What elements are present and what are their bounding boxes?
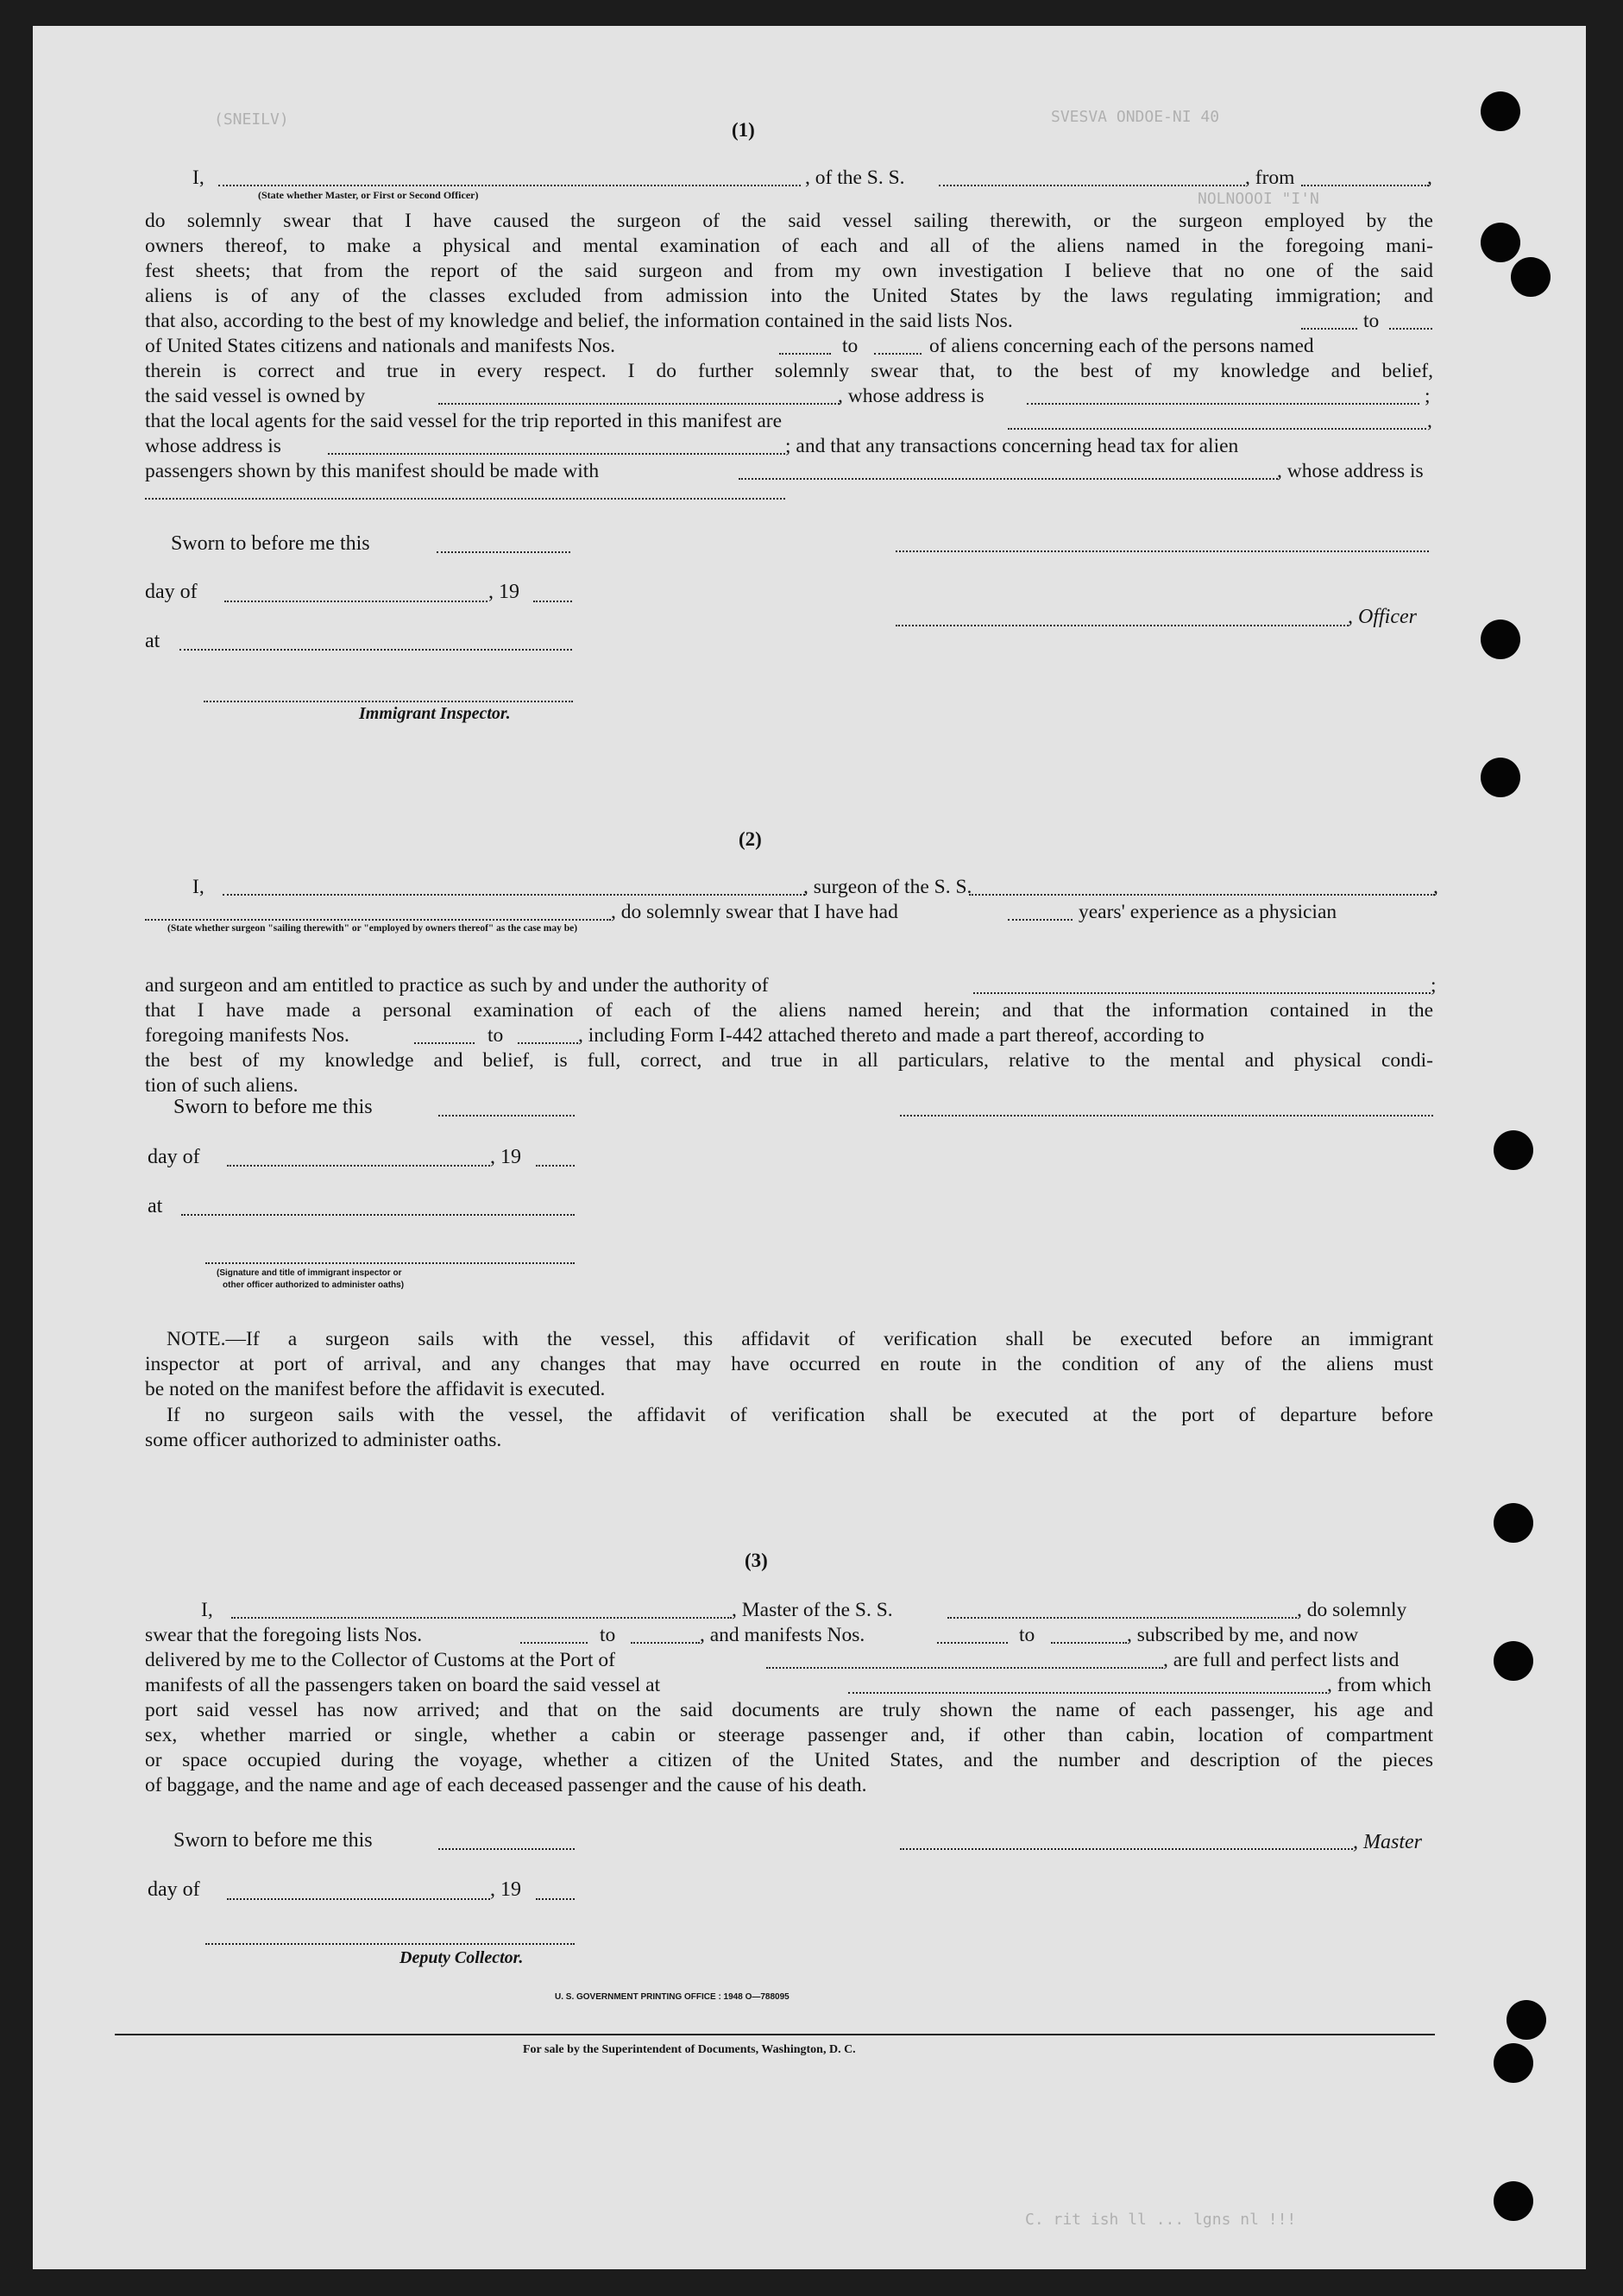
punch-hole bbox=[1494, 2043, 1533, 2083]
section-number: (1) bbox=[732, 119, 755, 141]
agents-line: that the local agents for the said vessel for the trip reported in this manifest are , bbox=[145, 410, 1432, 432]
day-of-label: day of bbox=[148, 1146, 200, 1168]
paragraph-line: tion of such aliens. bbox=[145, 1074, 299, 1097]
note-line: be noted on the manifest before the affidavit is executed. bbox=[145, 1378, 606, 1400]
officer-caption: (State whether Master, or First or Second Officer) bbox=[258, 189, 479, 201]
paragraph-line: do solemnly swear that I have caused the surgeon of the said vessel sailing therewith, or the surgeon employed by the bbox=[145, 210, 1433, 232]
at-field[interactable] bbox=[181, 1214, 575, 1216]
sworn-date-field[interactable] bbox=[438, 1115, 575, 1117]
section-number: (3) bbox=[745, 1550, 768, 1571]
deputy-signature-field[interactable] bbox=[205, 1943, 575, 1945]
paragraph-line: owners thereof, to make a physical and mental examination of each and all of the aliens named in the foregoing mani- bbox=[145, 235, 1433, 257]
bleed-through-text: C. rit ish ll ... lgns nl !!! bbox=[1025, 2211, 1297, 2229]
year-label: , 19 bbox=[490, 1878, 521, 1901]
sworn-label: Sworn to before me this bbox=[173, 1096, 373, 1118]
paragraph-line: or space occupied during the voyage, whether a citizen of the United States, and the number and description of the pieces bbox=[145, 1749, 1433, 1771]
punch-hole bbox=[1494, 1641, 1533, 1681]
at-label: at bbox=[148, 1195, 163, 1217]
lists-nos-line: that also, according to the best of my knowledge and belief, the information contained in the said lists Nos. to bbox=[145, 309, 1433, 334]
manifests-nos-line: foregoing manifests Nos. to , including Form I-442 attached thereto and made a part thereof, according to bbox=[145, 1024, 1205, 1047]
note-line: If no surgeon sails with the vessel, the affidavit of verification shall be executed at the port of departure before bbox=[167, 1404, 1433, 1426]
year-field[interactable] bbox=[536, 1165, 575, 1167]
note-line: NOTE.—If a surgeon sails with the vessel, this affidavit of verification shall be executed before an immigrant bbox=[167, 1328, 1433, 1350]
paragraph-line: sex, whether married or single, whether a cabin or steerage passenger and, if other than cabin, location of compartment bbox=[145, 1724, 1433, 1746]
signature-line[interactable] bbox=[896, 550, 1429, 552]
bleed-through-text: (SNEILV) bbox=[214, 110, 289, 129]
year-field[interactable] bbox=[533, 601, 572, 602]
paragraph-line: that I have made a personal examination of each of the aliens named herein; and that the information contained in the bbox=[145, 999, 1433, 1022]
form-page: (SNEILV) SVESVA ONDOE-NI 40 NOLNOOOI "I'N (1) I, , of the S. S. , from , (State whether Master, or First or Second Officer) do solemnly swear that I have caused the surgeon of the said vessel sailing therewith, or the surgeon employed by the owners thereof, to make a physical and mental examination of each and all of the aliens named in the foregoing mani- fest sheets; that from the report of the said surgeon and from my own investigation I believe that no one of the said aliens is of any of the classes excluded from admission into the United States by the laws regulating immigration; and that also, according to the best of my knowledge and belief, the information contained in the said lists Nos. to of United States citizens and nationals and manifests Nos. to of aliens concerning each of the persons named therein is correct and true in every respect. I do further solemnly swear that, to the best of my knowledge and belief, the said vessel is owned by , whose address is ; that the local agents for the said vessel for the trip reported in this manifest are , whose address is ; and that any transactions concerning head tax for alien passengers shown by this manifest should be made with , whose address is Sworn to before me this day of , 19 , Officer at Immigrant Inspector. (2) I, , surgeon of the S. S. , , do solemnly swear that I have had years' experience as a physician (State whether surgeon "sailing therewith" or "employed by owners thereof" as the case may be) and surgeon and am entitled to practice as such by and under the authority of ; that I have made a personal examination of each of the aliens named herein; and that the information contained in the foregoing manifests Nos. to , including Form I-442 attached thereto and made a part thereof, according to the best of my knowledge and belief, is full, correct, and true in all particulars, relative to the mental and physical condi- tion of such aliens. Sworn to before me this day of , 19 at (Signature and title of immigrant inspector or other officer authorized to administer oaths) NOTE.—If a surgeon sails with the vessel, this affidavit of verification shall be executed before an immigrant inspector at port of arrival, and any changes that may have occurred en route in the condition of any of the aliens must be noted on the manifest before the affidavit is executed. If no surgeon sails with the vessel, the affidavit of verification shall be executed at the port of departure before some officer authorized to administer oaths. (3) I, , Master of the S. S. , do solemnly swear that the foregoing lists Nos. to , and manifests Nos. to , subscribed by me, and now delivered by me to the Collector of Customs at the Port of , are full and perfect lists and manifests of all the passengers taken on board the said vessel at , from which port said vessel has now arrived; and that on the said documents are truly shown the name of each passenger, his age and sex, whether married or single, whether a cabin or steerage passenger and, if other than cabin, location of compartment or space occupied during the voyage, whether a citizen of the United States, and the number and description of the pieces of baggage, and the name and age of each deceased passenger and the cause of his death. Sworn to before me this , Master day of , 19 Deputy Collector. U. S. GOVERNMENT PRINTING OFFICE : 1948 O—788095 For sale by the Superintendent of Documents, Washington, D. C. C. rit ish ll ... lgns nl !!! bbox=[33, 26, 1586, 2269]
paragraph-line: aliens is of any of the classes excluded from admission into the United States by the laws regulating immigration; and bbox=[145, 285, 1433, 307]
day-of-label: day of bbox=[145, 581, 198, 603]
note-line: some officer authorized to administer oaths. bbox=[145, 1429, 502, 1451]
collector-port-line: delivered by me to the Collector of Customs at the Port of , are full and perfect lists and bbox=[145, 1649, 1400, 1671]
paragraph-line: fest sheets; that from the report of the said surgeon and from my own investigation I believe that no one of the said bbox=[145, 260, 1433, 282]
inspector-signature-field[interactable] bbox=[204, 701, 573, 702]
punch-hole bbox=[1507, 2000, 1546, 2040]
punch-hole bbox=[1481, 758, 1520, 797]
head-tax-line: passengers shown by this manifest should be made with , whose address is bbox=[145, 460, 1424, 482]
paragraph-line: of baggage, and the name and age of each deceased passenger and the cause of his death. bbox=[145, 1774, 867, 1796]
citizens-line: of United States citizens and nationals and manifests Nos. to of aliens concerning each of the persons named bbox=[145, 335, 1314, 357]
year-field[interactable] bbox=[536, 1898, 575, 1900]
inspector-label: Immigrant Inspector. bbox=[359, 704, 511, 723]
footer-rule bbox=[115, 2034, 1435, 2035]
sworn-label: Sworn to before me this bbox=[173, 1829, 373, 1852]
surgeon-caption: (State whether surgeon "sailing therewith" or "employed by owners thereof" as the case may be) bbox=[167, 923, 578, 934]
year-label: , 19 bbox=[490, 1146, 521, 1168]
bleed-through-text: SVESVA ONDOE-NI 40 bbox=[1051, 108, 1220, 126]
master-label: , Master bbox=[1353, 1831, 1422, 1853]
sworn-date-field[interactable] bbox=[437, 551, 570, 553]
bleed-through-text: NOLNOOOI "I'N bbox=[1198, 190, 1319, 208]
day-of-label: day of bbox=[148, 1878, 200, 1901]
paragraph-line: therein is correct and true in every respect. I do further solemnly swear that, to the best of my knowledge and belief, bbox=[145, 360, 1433, 382]
section-number: (2) bbox=[739, 828, 762, 850]
punch-hole bbox=[1481, 620, 1520, 659]
punch-hole bbox=[1511, 257, 1551, 297]
punch-hole bbox=[1494, 1503, 1533, 1543]
blank-line bbox=[145, 498, 785, 500]
authority-line: and surgeon and am entitled to practice as such by and under the authority of ; bbox=[145, 974, 1437, 997]
signature-line[interactable] bbox=[900, 1115, 1433, 1117]
gpo-imprint: U. S. GOVERNMENT PRINTING OFFICE : 1948 O—788095 bbox=[555, 1992, 789, 2002]
paragraph-line: the best of my knowledge and belief, is full, correct, and true in all particulars, relative to the mental and physical condi- bbox=[145, 1049, 1433, 1072]
punch-hole bbox=[1494, 1130, 1533, 1170]
year-label: , 19 bbox=[488, 581, 519, 603]
punch-hole bbox=[1481, 91, 1520, 131]
at-field[interactable] bbox=[179, 649, 572, 651]
master-signature-field[interactable] bbox=[900, 1848, 1353, 1850]
lists-manifests-line: swear that the foregoing lists Nos. to , and manifests Nos. to , subscribed by me, and now bbox=[145, 1624, 1359, 1646]
paragraph-line: port said vessel has now arrived; and that on the said documents are truly shown the name of each passenger, his age and bbox=[145, 1699, 1433, 1721]
officer-label: , Officer bbox=[1348, 606, 1417, 628]
taken-on-board-line: manifests of all the passengers taken on board the said vessel at , from which bbox=[145, 1674, 1431, 1696]
day-of-field[interactable] bbox=[227, 1898, 490, 1900]
at-label: at bbox=[145, 630, 160, 652]
punch-hole bbox=[1481, 223, 1520, 262]
day-of-field[interactable] bbox=[227, 1165, 490, 1167]
officer-signature-field[interactable] bbox=[896, 625, 1349, 626]
note-line: inspector at port of arrival, and any changes that may have occurred en route in the condition of any of the aliens must bbox=[145, 1353, 1433, 1375]
punch-hole bbox=[1494, 2181, 1533, 2221]
owned-by-line: the said vessel is owned by , whose address is ; bbox=[145, 385, 1431, 407]
sworn-label: Sworn to before me this bbox=[171, 532, 370, 555]
sworn-date-field[interactable] bbox=[438, 1848, 575, 1850]
sale-notice: For sale by the Superintendent of Documents, Washington, D. C. bbox=[523, 2043, 856, 2056]
signature-caption: other officer authorized to administer oaths) bbox=[223, 1280, 405, 1290]
inspector-signature-field[interactable] bbox=[205, 1262, 575, 1264]
signature-caption: (Signature and title of immigrant inspector or bbox=[217, 1268, 402, 1278]
day-of-field[interactable] bbox=[224, 601, 488, 602]
deputy-label: Deputy Collector. bbox=[399, 1948, 524, 1967]
whose-address-line: whose address is ; and that any transactions concerning head tax for alien bbox=[145, 435, 1239, 457]
